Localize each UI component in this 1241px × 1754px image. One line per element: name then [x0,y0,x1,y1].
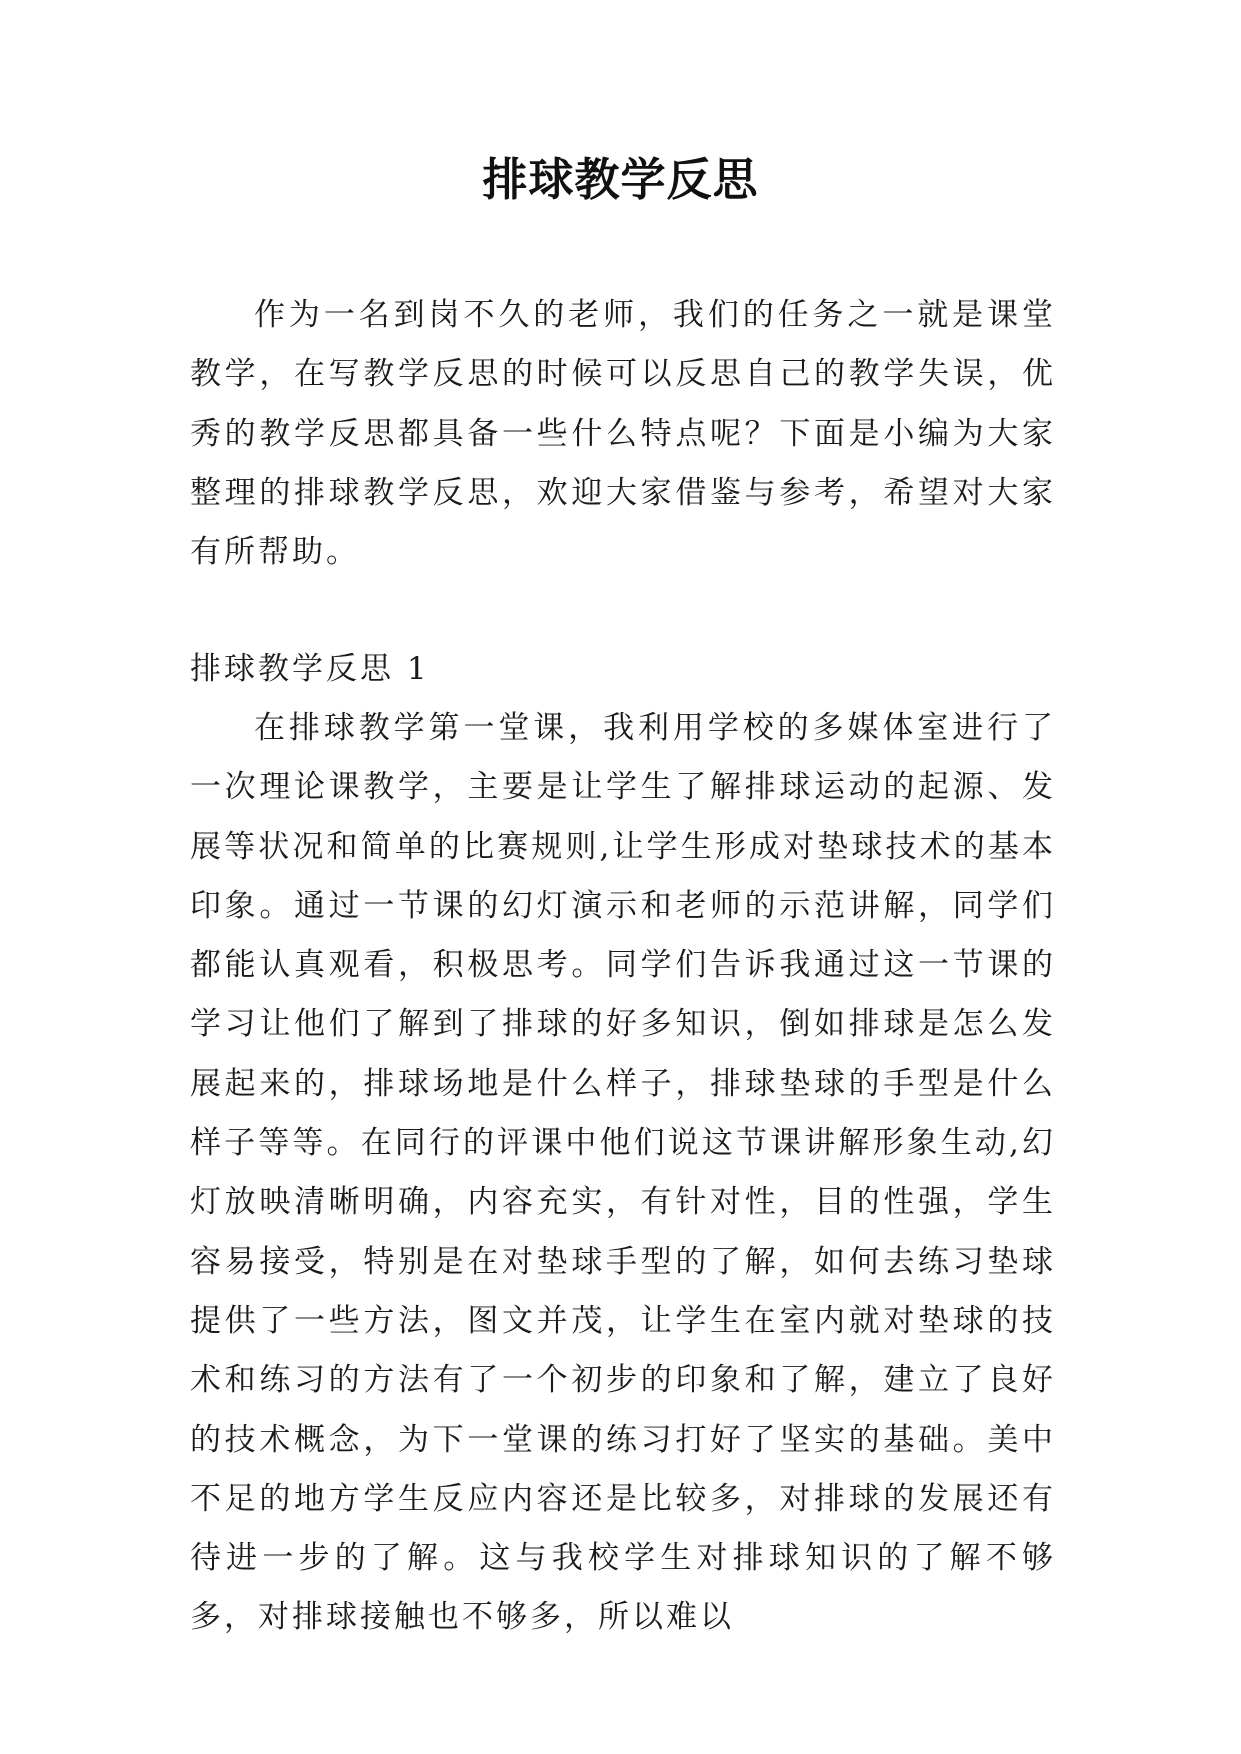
section-paragraph: 在排球教学第一堂课，我利用学校的多媒体室进行了一次理论课教学，主要是让学生了解排球运动的起源、发展等状况和简单的比赛规则,让学生形成对垫球技术的基本印象。通过一节课的幻灯演示和老师的示范讲解，同学们都能认真观看，积极思考。同学们告诉我通过这一节课的学习让他们了解到了排球的好多知识，倒如排球是怎么发展起来的，排球场地是什么样子，排球垫球的手型是什么样子等等。在同行的评课中他们说这节课讲解形象生动,幻灯放映清晰明确，内容充实，有针对性，目的性强，学生容易接受，特别是在对垫球手型的了解，如何去练习垫球提供了一些方法，图文并茂，让学生在室内就对垫球的技术和练习的方法有了一个初步的印象和了解，建立了良好的技术概念，为下一堂课的练习打好了坚实的基础。美中不足的地方学生反应内容还是比较多，对排球的发展还有待进一步的了解。这与我校学生对排球知识的了解不够多，对排球接触也不够多，所以难以 [190,710,1056,1636]
intro-paragraph: 作为一名到岗不久的老师，我们的任务之一就是课堂教学，在写教学反思的时候可以反思自己的教学失误，优秀的教学反思都具备一些什么特点呢？下面是小编为大家整理的排球教学反思，欢迎大家借鉴与参考，希望对大家有所帮助。 [190,297,1056,571]
document-title: 排球教学反思 [482,153,759,206]
section-heading: 排球教学反思 1 [190,651,430,687]
